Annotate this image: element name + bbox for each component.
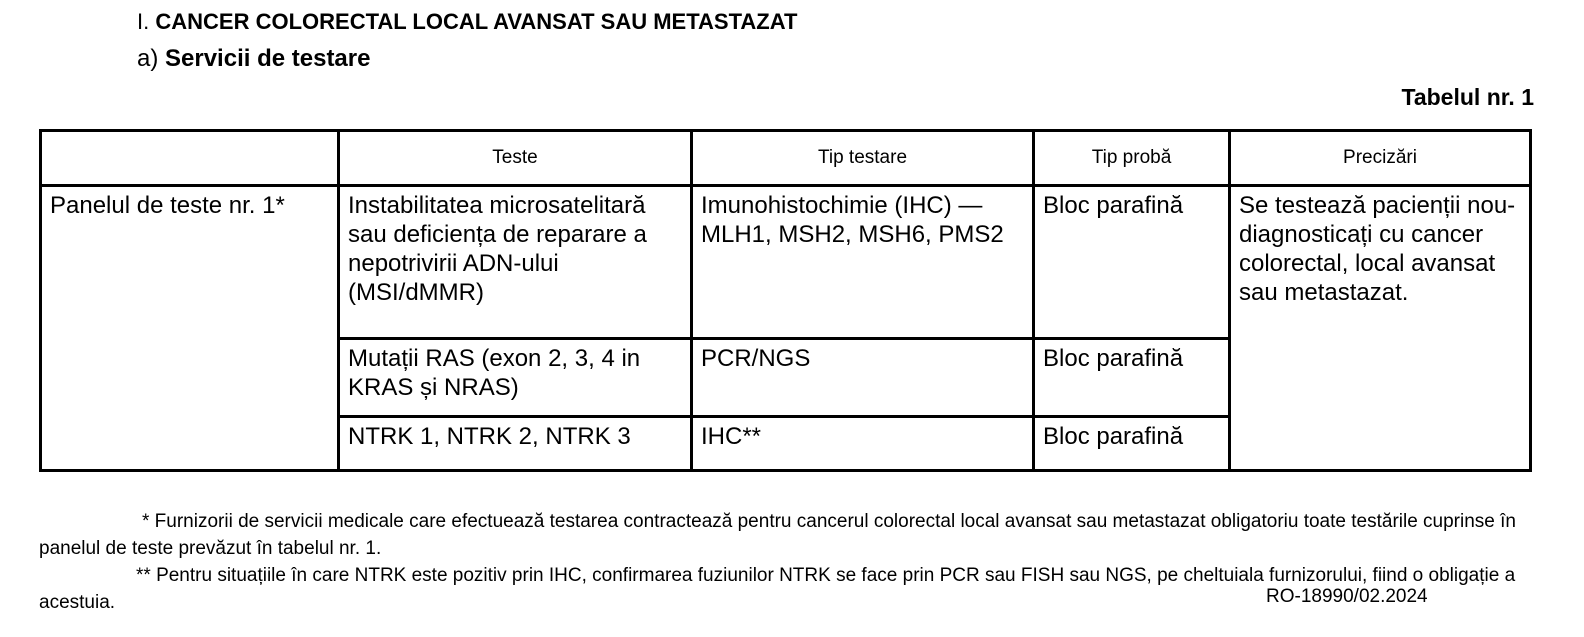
panel-cell: Panelul de teste nr. 1* [41,186,339,471]
sample-type-cell: Bloc parafină [1034,339,1230,417]
header-cell-sample-type: Tip probă [1034,131,1230,186]
notes-cell: Se testează pacienții nou-diagnosticați cu cancer colorectal, local avansat sau metastazat. [1230,186,1531,471]
table-label: Tabelul nr. 1 [1401,84,1534,110]
section-heading [137,8,797,36]
table-row [41,186,1531,339]
test-cell: NTRK 1, NTRK 2, NTRK 3 [339,417,692,471]
footnote-second: ** Pentru situațiile în care NTRK este pozitiv prin IHC, confirmarea fuziunilor NTRK se face prin PCR sau FISH sau NGS, pe cheltuiala furnizorului, fiind o obligație a acestuia. [39,565,1516,613]
header-cell-testing-type: Tip testare [692,131,1034,186]
testing-type-cell: PCR/NGS [692,339,1034,417]
testing-type-cell: Imunohistochimie (IHC) — MLH1, MSH2, MSH6, PMS2 [692,186,1034,339]
subsection-heading-prefix: a) [137,45,159,72]
subsection-heading-title: Servicii de testare [165,45,371,72]
header-cell-notes: Precizări [1230,131,1531,186]
testing-type-cell: IHC** [692,417,1034,471]
document-code: RO-18990/02.2024 [1266,586,1428,607]
subsection-heading [137,44,370,74]
table-header-row [41,131,1531,186]
header-cell-empty [41,131,339,186]
test-cell: Instabilitatea microsatelitară sau deficiența de reparare a nepotrivirii ADN-ului (MSI/dMMR) [339,186,692,339]
sample-type-cell: Bloc parafină [1034,186,1230,339]
test-cell: Mutații RAS (exon 2, 3, 4 in KRAS și NRAS) [339,339,692,417]
section-heading-prefix: I. [137,9,150,34]
footnote-first: * Furnizorii de servicii medicale care efectuează testarea contractează pentru cancerul colorectal local avansat sau metastazat obligatoriu toate testările cuprinse în panelul de teste prevăzut în tabelul nr. 1. [39,511,1516,559]
section-heading-title: CANCER COLORECTAL LOCAL AVANSAT SAU METASTAZAT [155,9,798,34]
testing-services-table [39,129,1532,472]
header-cell-tests: Teste [339,131,692,186]
sample-type-cell: Bloc parafină [1034,417,1230,471]
